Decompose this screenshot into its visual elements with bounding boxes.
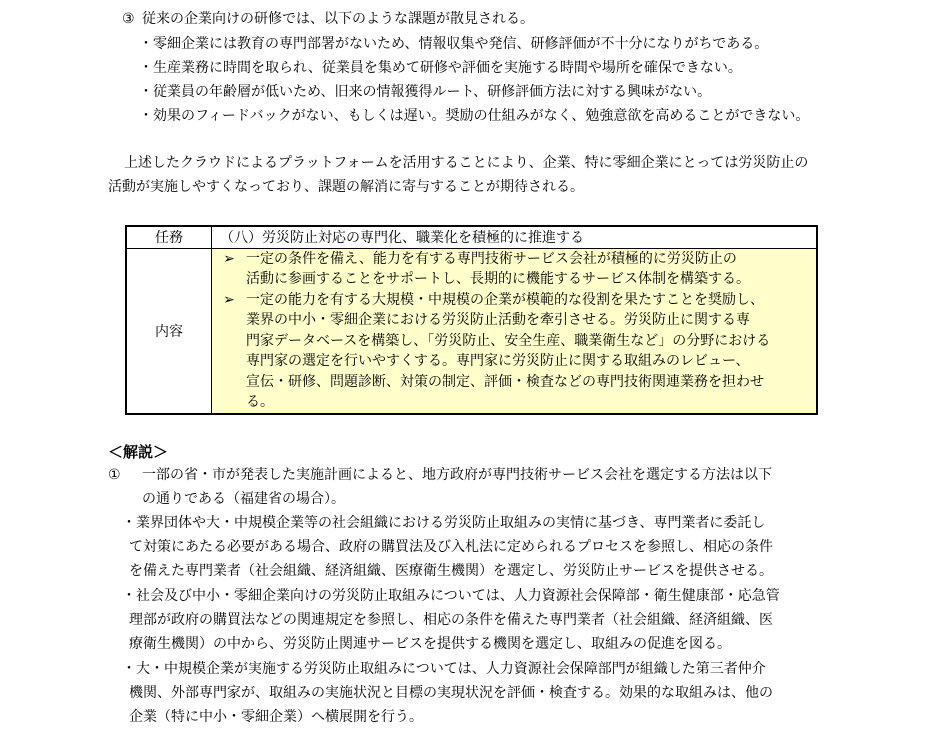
explanation-intro-line: 一部の省・市が発表した実施計画によると、地方政府が専門技術サービス会社を選定する方法は以下 xyxy=(142,467,772,483)
issues-number: ③ xyxy=(122,11,135,27)
content-label-cell xyxy=(126,248,212,414)
explanation-item-line: ・業界団体や大・中規模企業等の社会組織における労災防止取組みの実情に基づき、専門業者に委託し xyxy=(122,515,766,531)
content-bullet xyxy=(212,249,816,290)
issue-item: ・効果のフィードバックがない、もしくは遅い。奨励の仕組みがなく、勉強意欲を高めることができない。 xyxy=(139,108,810,124)
explanation-intro-line: の通りである（福建省の場合）。 xyxy=(142,491,345,507)
bullet-line: 一定の能力を有する大規模・中規模の企業が模範的な役割を果たすことを奨励し、 xyxy=(246,291,764,308)
explanation-item-line: 企業（特に中小・零細企業）へ横展開を行う。 xyxy=(129,709,423,725)
task-table xyxy=(125,225,818,415)
task-value: （八）労災防止対応の専門化、職業化を積極的に推進する xyxy=(220,230,584,247)
bullet-line: 一定の条件を備え、能力を有する専門技術サービス会社が積極的に労災防止の xyxy=(246,250,737,267)
bullet-line: 業界の中小・零細企業における労災防止活動を牽引させる。労災防止に関する専 xyxy=(246,312,750,328)
content-bullet xyxy=(212,290,816,413)
task-label: 任務 xyxy=(155,230,183,247)
bullet-line: 門家データベースを構築し、「労災防止、安全生産、職業衛生など」の分野における xyxy=(246,332,771,349)
issues-intro: 従来の企業向けの研修では、以下のような課題が散見される。 xyxy=(142,11,534,27)
summary-line: 上述したクラウドによるプラットフォームを活用することにより、企業、特に零細企業にとっては労災防止の xyxy=(124,155,809,171)
arrow-bullet-icon: ➢ xyxy=(223,291,235,308)
bullet-line: 活動に参画することをサポートし、長期的に機能するサービス体制を構築する。 xyxy=(246,271,750,287)
explanation-item-line: 療衛生機関）の中から、労災防止関連サービスを提供する機関を選定し、取組みの促進を図る。 xyxy=(129,636,731,652)
task-label-cell xyxy=(126,226,212,248)
explanation-item-line: 機関、外部専門家が、取組みの実施状況と目標の実現状況を評価・検査する。効果的な取組みは、他の xyxy=(129,685,773,701)
explanation-item-line: ・大・中規模企業が実施する労災防止取組みについては、人力資源社会保障部門が組織した第三者仲介 xyxy=(122,661,766,677)
explanation-heading: ＜解説＞ xyxy=(108,443,169,461)
explanation-item-line: ・社会及び中小・零細企業向けの労災防止取組みについては、人力資源社会保障部・衛生健康部・応急管 xyxy=(122,588,780,604)
bullet-line: る。 xyxy=(246,394,274,410)
content-cell xyxy=(212,248,818,414)
issue-item: ・零細企業には教育の専門部署がないため、情報収集や発信、研修評価が不十分になりがちである。 xyxy=(139,36,769,52)
explanation-item-line: 理部が政府の購買法などの関連規定を参照し、相応の条件を備えた専門業者（社会組織、経済組織、医 xyxy=(129,612,773,628)
issue-item: ・生産業務に時間を取られ、従業員を集めて研修や評価を実施する時間や場所を確保できない。 xyxy=(139,60,742,76)
issue-item: ・従業員の年齢層が低いため、旧来の情報獲得ルート、研修評価方法に対する興味がない。 xyxy=(139,84,712,100)
summary-line: 活動が実施しやすくなっており、課題の解消に寄与することが期待される。 xyxy=(108,179,584,195)
explanation-item-line: て対策にあたる必要がある場合、政府の購買法及び入札法に定められるプロセスを参照し、相応の条件 xyxy=(129,539,773,555)
bullet-line: 宣伝・研修、問題診断、対策の制定、評価・検査などの専門技術関連業務を担わせ xyxy=(246,373,764,390)
arrow-bullet-icon: ➢ xyxy=(223,250,235,267)
content-label: 内容 xyxy=(155,323,183,340)
explanation-number: ① xyxy=(108,467,121,483)
explanation-item-line: を備えた専門業者（社会組織、経済組織、医療衛生機関）を選定し、労災防止サービスを提供させる。 xyxy=(129,563,773,579)
task-value-cell xyxy=(212,226,818,248)
bullet-line: 専門家の選定を行いやすくする。専門家に労災防止に関する取組みのレビュー、 xyxy=(246,353,750,369)
